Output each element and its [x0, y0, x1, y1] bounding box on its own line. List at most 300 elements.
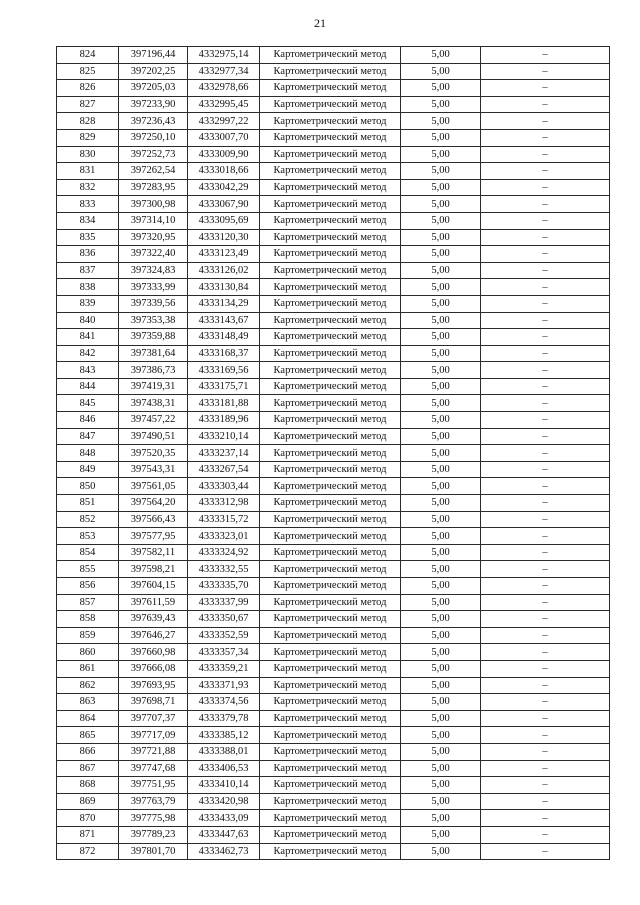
method-cell: Картометрический метод [260, 627, 401, 644]
description-cell: – [481, 727, 610, 744]
point-number-cell: 840 [57, 312, 119, 329]
accuracy-cell: 5,00 [401, 445, 481, 462]
accuracy-cell: 5,00 [401, 727, 481, 744]
y-coordinate-cell: 4333018,66 [188, 163, 260, 180]
point-number-cell: 845 [57, 395, 119, 412]
method-cell: Картометрический метод [260, 378, 401, 395]
table-row [57, 660, 610, 677]
x-coordinate-cell: 397561,05 [119, 478, 188, 495]
x-coordinate-cell: 397693,95 [119, 677, 188, 694]
method-cell: Картометрический метод [260, 80, 401, 97]
method-cell: Картометрический метод [260, 146, 401, 163]
description-cell: – [481, 163, 610, 180]
y-coordinate-cell: 4333388,01 [188, 743, 260, 760]
description-cell: – [481, 378, 610, 395]
x-coordinate-cell: 397660,98 [119, 644, 188, 661]
y-coordinate-cell: 4333148,49 [188, 329, 260, 346]
accuracy-cell: 5,00 [401, 279, 481, 296]
table-row [57, 196, 610, 213]
table-row [57, 212, 610, 229]
table-row [57, 80, 610, 97]
y-coordinate-cell: 4333359,21 [188, 660, 260, 677]
description-cell: – [481, 843, 610, 860]
description-cell: – [481, 362, 610, 379]
method-cell: Картометрический метод [260, 113, 401, 130]
accuracy-cell: 5,00 [401, 810, 481, 827]
accuracy-cell: 5,00 [401, 96, 481, 113]
accuracy-cell: 5,00 [401, 793, 481, 810]
point-number-cell: 864 [57, 710, 119, 727]
method-cell: Картометрический метод [260, 561, 401, 578]
accuracy-cell: 5,00 [401, 163, 481, 180]
table-row [57, 229, 610, 246]
y-coordinate-cell: 4333123,49 [188, 246, 260, 263]
x-coordinate-cell: 397564,20 [119, 495, 188, 512]
y-coordinate-cell: 4333385,12 [188, 727, 260, 744]
accuracy-cell: 5,00 [401, 561, 481, 578]
point-number-cell: 847 [57, 428, 119, 445]
x-coordinate-cell: 397611,59 [119, 594, 188, 611]
point-number-cell: 869 [57, 793, 119, 810]
accuracy-cell: 5,00 [401, 63, 481, 80]
method-cell: Картометрический метод [260, 362, 401, 379]
description-cell: – [481, 412, 610, 429]
table-row [57, 246, 610, 263]
description-cell: – [481, 677, 610, 694]
method-cell: Картометрический метод [260, 511, 401, 528]
x-coordinate-cell: 397698,71 [119, 694, 188, 711]
description-cell: – [481, 826, 610, 843]
description-cell: – [481, 246, 610, 263]
accuracy-cell: 5,00 [401, 710, 481, 727]
description-cell: – [481, 528, 610, 545]
accuracy-cell: 5,00 [401, 179, 481, 196]
description-cell: – [481, 627, 610, 644]
coordinates-table [56, 46, 610, 860]
y-coordinate-cell: 4333433,09 [188, 810, 260, 827]
x-coordinate-cell: 397775,98 [119, 810, 188, 827]
point-number-cell: 871 [57, 826, 119, 843]
y-coordinate-cell: 4332995,45 [188, 96, 260, 113]
method-cell: Картометрический метод [260, 163, 401, 180]
accuracy-cell: 5,00 [401, 694, 481, 711]
table-row [57, 345, 610, 362]
table-row [57, 179, 610, 196]
method-cell: Картометрический метод [260, 743, 401, 760]
x-coordinate-cell: 397353,38 [119, 312, 188, 329]
x-coordinate-cell: 397438,31 [119, 395, 188, 412]
accuracy-cell: 5,00 [401, 743, 481, 760]
table-row [57, 47, 610, 64]
x-coordinate-cell: 397324,83 [119, 262, 188, 279]
accuracy-cell: 5,00 [401, 611, 481, 628]
method-cell: Картометрический метод [260, 196, 401, 213]
description-cell: – [481, 196, 610, 213]
x-coordinate-cell: 397520,35 [119, 445, 188, 462]
method-cell: Картометрический метод [260, 279, 401, 296]
x-coordinate-cell: 397419,31 [119, 378, 188, 395]
x-coordinate-cell: 397205,03 [119, 80, 188, 97]
method-cell: Картометрический метод [260, 461, 401, 478]
method-cell: Картометрический метод [260, 262, 401, 279]
x-coordinate-cell: 397639,43 [119, 611, 188, 628]
description-cell: – [481, 495, 610, 512]
y-coordinate-cell: 4333357,34 [188, 644, 260, 661]
y-coordinate-cell: 4333267,54 [188, 461, 260, 478]
point-number-cell: 850 [57, 478, 119, 495]
description-cell: – [481, 262, 610, 279]
description-cell: – [481, 129, 610, 146]
y-coordinate-cell: 4333169,56 [188, 362, 260, 379]
y-coordinate-cell: 4333009,90 [188, 146, 260, 163]
point-number-cell: 846 [57, 412, 119, 429]
point-number-cell: 861 [57, 660, 119, 677]
x-coordinate-cell: 397717,09 [119, 727, 188, 744]
accuracy-cell: 5,00 [401, 47, 481, 64]
description-cell: – [481, 329, 610, 346]
y-coordinate-cell: 4333337,99 [188, 594, 260, 611]
y-coordinate-cell: 4333324,92 [188, 544, 260, 561]
y-coordinate-cell: 4333303,44 [188, 478, 260, 495]
point-number-cell: 824 [57, 47, 119, 64]
point-number-cell: 865 [57, 727, 119, 744]
table-row [57, 710, 610, 727]
point-number-cell: 853 [57, 528, 119, 545]
description-cell: – [481, 561, 610, 578]
accuracy-cell: 5,00 [401, 129, 481, 146]
point-number-cell: 852 [57, 511, 119, 528]
point-number-cell: 843 [57, 362, 119, 379]
y-coordinate-cell: 4333315,72 [188, 511, 260, 528]
x-coordinate-cell: 397747,68 [119, 760, 188, 777]
accuracy-cell: 5,00 [401, 212, 481, 229]
description-cell: – [481, 63, 610, 80]
y-coordinate-cell: 4333134,29 [188, 295, 260, 312]
y-coordinate-cell: 4333410,14 [188, 777, 260, 794]
accuracy-cell: 5,00 [401, 395, 481, 412]
accuracy-cell: 5,00 [401, 146, 481, 163]
x-coordinate-cell: 397262,54 [119, 163, 188, 180]
table-row [57, 544, 610, 561]
y-coordinate-cell: 4332997,22 [188, 113, 260, 130]
description-cell: – [481, 428, 610, 445]
table-row [57, 511, 610, 528]
method-cell: Картометрический метод [260, 660, 401, 677]
x-coordinate-cell: 397598,21 [119, 561, 188, 578]
x-coordinate-cell: 397577,95 [119, 528, 188, 545]
description-cell: – [481, 694, 610, 711]
description-cell: – [481, 478, 610, 495]
point-number-cell: 858 [57, 611, 119, 628]
x-coordinate-cell: 397721,88 [119, 743, 188, 760]
description-cell: – [481, 594, 610, 611]
table-row [57, 428, 610, 445]
accuracy-cell: 5,00 [401, 113, 481, 130]
description-cell: – [481, 312, 610, 329]
y-coordinate-cell: 4333462,73 [188, 843, 260, 860]
x-coordinate-cell: 397381,64 [119, 345, 188, 362]
x-coordinate-cell: 397359,88 [119, 329, 188, 346]
accuracy-cell: 5,00 [401, 528, 481, 545]
accuracy-cell: 5,00 [401, 362, 481, 379]
table-row [57, 594, 610, 611]
description-cell: – [481, 644, 610, 661]
method-cell: Картометрический метод [260, 412, 401, 429]
accuracy-cell: 5,00 [401, 777, 481, 794]
method-cell: Картометрический метод [260, 544, 401, 561]
y-coordinate-cell: 4333130,84 [188, 279, 260, 296]
x-coordinate-cell: 397490,51 [119, 428, 188, 445]
description-cell: – [481, 146, 610, 163]
accuracy-cell: 5,00 [401, 428, 481, 445]
point-number-cell: 829 [57, 129, 119, 146]
method-cell: Картометрический метод [260, 246, 401, 263]
y-coordinate-cell: 4333007,70 [188, 129, 260, 146]
description-cell: – [481, 96, 610, 113]
description-cell: – [481, 229, 610, 246]
x-coordinate-cell: 397457,22 [119, 412, 188, 429]
method-cell: Картометрический метод [260, 843, 401, 860]
y-coordinate-cell: 4332975,14 [188, 47, 260, 64]
accuracy-cell: 5,00 [401, 295, 481, 312]
method-cell: Картометрический метод [260, 63, 401, 80]
table-row [57, 378, 610, 395]
accuracy-cell: 5,00 [401, 544, 481, 561]
accuracy-cell: 5,00 [401, 677, 481, 694]
point-number-cell: 841 [57, 329, 119, 346]
description-cell: – [481, 511, 610, 528]
point-number-cell: 854 [57, 544, 119, 561]
table-row [57, 478, 610, 495]
method-cell: Картометрический метод [260, 295, 401, 312]
description-cell: – [481, 295, 610, 312]
accuracy-cell: 5,00 [401, 843, 481, 860]
accuracy-cell: 5,00 [401, 627, 481, 644]
point-number-cell: 848 [57, 445, 119, 462]
method-cell: Картометрический метод [260, 47, 401, 64]
table-row [57, 561, 610, 578]
point-number-cell: 872 [57, 843, 119, 860]
y-coordinate-cell: 4333126,02 [188, 262, 260, 279]
description-cell: – [481, 47, 610, 64]
table-row [57, 760, 610, 777]
y-coordinate-cell: 4333447,63 [188, 826, 260, 843]
method-cell: Картометрический метод [260, 611, 401, 628]
table-row [57, 395, 610, 412]
accuracy-cell: 5,00 [401, 229, 481, 246]
y-coordinate-cell: 4333042,29 [188, 179, 260, 196]
point-number-cell: 870 [57, 810, 119, 827]
description-cell: – [481, 395, 610, 412]
method-cell: Картометрический метод [260, 710, 401, 727]
x-coordinate-cell: 397646,27 [119, 627, 188, 644]
table-row [57, 611, 610, 628]
description-cell: – [481, 760, 610, 777]
method-cell: Картометрический метод [260, 428, 401, 445]
description-cell: – [481, 544, 610, 561]
method-cell: Картометрический метод [260, 677, 401, 694]
x-coordinate-cell: 397300,98 [119, 196, 188, 213]
description-cell: – [481, 179, 610, 196]
point-number-cell: 832 [57, 179, 119, 196]
x-coordinate-cell: 397202,25 [119, 63, 188, 80]
method-cell: Картометрический метод [260, 345, 401, 362]
y-coordinate-cell: 4333095,69 [188, 212, 260, 229]
y-coordinate-cell: 4333420,98 [188, 793, 260, 810]
point-number-cell: 827 [57, 96, 119, 113]
method-cell: Картометрический метод [260, 229, 401, 246]
point-number-cell: 831 [57, 163, 119, 180]
description-cell: – [481, 710, 610, 727]
x-coordinate-cell: 397283,95 [119, 179, 188, 196]
y-coordinate-cell: 4333067,90 [188, 196, 260, 213]
method-cell: Картометрический метод [260, 644, 401, 661]
table-row [57, 528, 610, 545]
table-row [57, 279, 610, 296]
method-cell: Картометрический метод [260, 793, 401, 810]
method-cell: Картометрический метод [260, 395, 401, 412]
description-cell: – [481, 345, 610, 362]
y-coordinate-cell: 4333181,88 [188, 395, 260, 412]
description-cell: – [481, 279, 610, 296]
x-coordinate-cell: 397566,43 [119, 511, 188, 528]
table-row [57, 810, 610, 827]
y-coordinate-cell: 4333379,78 [188, 710, 260, 727]
method-cell: Картометрический метод [260, 212, 401, 229]
point-number-cell: 838 [57, 279, 119, 296]
accuracy-cell: 5,00 [401, 196, 481, 213]
table-row [57, 495, 610, 512]
method-cell: Картометрический метод [260, 528, 401, 545]
y-coordinate-cell: 4333332,55 [188, 561, 260, 578]
accuracy-cell: 5,00 [401, 412, 481, 429]
table-row [57, 329, 610, 346]
table-row [57, 578, 610, 595]
table-row [57, 826, 610, 843]
method-cell: Картометрический метод [260, 826, 401, 843]
method-cell: Картометрический метод [260, 312, 401, 329]
x-coordinate-cell: 397763,79 [119, 793, 188, 810]
description-cell: – [481, 660, 610, 677]
table-row [57, 262, 610, 279]
accuracy-cell: 5,00 [401, 461, 481, 478]
y-coordinate-cell: 4332977,34 [188, 63, 260, 80]
x-coordinate-cell: 397386,73 [119, 362, 188, 379]
accuracy-cell: 5,00 [401, 262, 481, 279]
point-number-cell: 833 [57, 196, 119, 213]
x-coordinate-cell: 397707,37 [119, 710, 188, 727]
point-number-cell: 825 [57, 63, 119, 80]
x-coordinate-cell: 397339,56 [119, 295, 188, 312]
accuracy-cell: 5,00 [401, 80, 481, 97]
y-coordinate-cell: 4333143,67 [188, 312, 260, 329]
point-number-cell: 837 [57, 262, 119, 279]
point-number-cell: 828 [57, 113, 119, 130]
method-cell: Картометрический метод [260, 96, 401, 113]
table-row [57, 627, 610, 644]
table-row [57, 295, 610, 312]
table-row [57, 362, 610, 379]
method-cell: Картометрический метод [260, 445, 401, 462]
y-coordinate-cell: 4333374,56 [188, 694, 260, 711]
point-number-cell: 826 [57, 80, 119, 97]
y-coordinate-cell: 4333210,14 [188, 428, 260, 445]
table-row [57, 694, 610, 711]
point-number-cell: 857 [57, 594, 119, 611]
method-cell: Картометрический метод [260, 129, 401, 146]
point-number-cell: 844 [57, 378, 119, 395]
point-number-cell: 851 [57, 495, 119, 512]
point-number-cell: 866 [57, 743, 119, 760]
method-cell: Картометрический метод [260, 810, 401, 827]
y-coordinate-cell: 4333335,70 [188, 578, 260, 595]
x-coordinate-cell: 397314,10 [119, 212, 188, 229]
description-cell: – [481, 113, 610, 130]
x-coordinate-cell: 397252,73 [119, 146, 188, 163]
table-row [57, 113, 610, 130]
method-cell: Картометрический метод [260, 777, 401, 794]
point-number-cell: 842 [57, 345, 119, 362]
accuracy-cell: 5,00 [401, 594, 481, 611]
table-row [57, 461, 610, 478]
accuracy-cell: 5,00 [401, 478, 481, 495]
y-coordinate-cell: 4333323,01 [188, 528, 260, 545]
table-row [57, 129, 610, 146]
method-cell: Картометрический метод [260, 495, 401, 512]
description-cell: – [481, 212, 610, 229]
accuracy-cell: 5,00 [401, 511, 481, 528]
point-number-cell: 835 [57, 229, 119, 246]
table-row [57, 677, 610, 694]
x-coordinate-cell: 397196,44 [119, 47, 188, 64]
accuracy-cell: 5,00 [401, 378, 481, 395]
accuracy-cell: 5,00 [401, 345, 481, 362]
point-number-cell: 830 [57, 146, 119, 163]
x-coordinate-cell: 397604,15 [119, 578, 188, 595]
y-coordinate-cell: 4333237,14 [188, 445, 260, 462]
x-coordinate-cell: 397582,11 [119, 544, 188, 561]
page-number: 21 [314, 16, 326, 30]
method-cell: Картометрический метод [260, 478, 401, 495]
description-cell: – [481, 445, 610, 462]
table-row [57, 743, 610, 760]
accuracy-cell: 5,00 [401, 660, 481, 677]
point-number-cell: 855 [57, 561, 119, 578]
table-row [57, 412, 610, 429]
y-coordinate-cell: 4333168,37 [188, 345, 260, 362]
point-number-cell: 863 [57, 694, 119, 711]
point-number-cell: 856 [57, 578, 119, 595]
point-number-cell: 839 [57, 295, 119, 312]
description-cell: – [481, 80, 610, 97]
point-number-cell: 849 [57, 461, 119, 478]
table-row [57, 63, 610, 80]
x-coordinate-cell: 397801,70 [119, 843, 188, 860]
point-number-cell: 860 [57, 644, 119, 661]
accuracy-cell: 5,00 [401, 578, 481, 595]
description-cell: – [481, 743, 610, 760]
x-coordinate-cell: 397250,10 [119, 129, 188, 146]
description-cell: – [481, 578, 610, 595]
accuracy-cell: 5,00 [401, 312, 481, 329]
accuracy-cell: 5,00 [401, 760, 481, 777]
table-row [57, 312, 610, 329]
table-row [57, 146, 610, 163]
method-cell: Картометрический метод [260, 578, 401, 595]
y-coordinate-cell: 4333175,71 [188, 378, 260, 395]
method-cell: Картометрический метод [260, 760, 401, 777]
accuracy-cell: 5,00 [401, 246, 481, 263]
